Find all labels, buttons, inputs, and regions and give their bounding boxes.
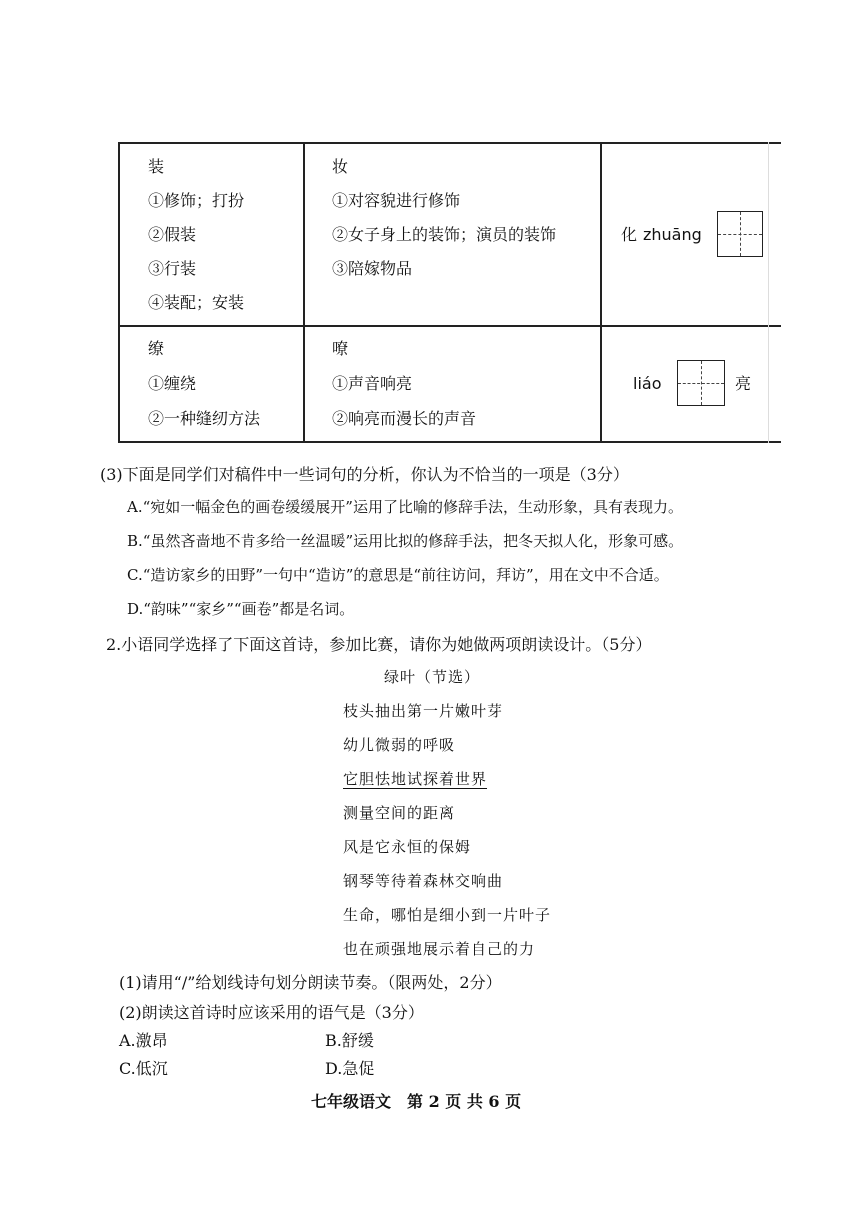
pinyin-zhuang: zhuāng (643, 225, 702, 244)
cell-zhuang-item: ④装配；安装 (148, 293, 245, 312)
q3-option-c: C.“造访家乡的田野”一句中“造访”的意思是“前往访问，拜访”，用在文中不合适。 (127, 566, 669, 584)
cell-liao-item: ①缠绕 (148, 374, 197, 393)
table-col-divider-2 (600, 142, 602, 443)
table-cut-edge (768, 142, 789, 443)
poem-line: 钢琴等待着森林交响曲 (343, 872, 504, 890)
poem-line: 风是它永恒的保姆 (343, 838, 472, 856)
q3-option-a: A.“宛如一幅金色的画卷缓缓展开”运用了比喻的修辞手法，生动形象，具有表现力。 (127, 498, 683, 516)
poem-line: 也在顽强地展示着自己的力 (343, 940, 536, 958)
poem-line: 测量空间的距离 (343, 804, 456, 822)
cell-liao2-item: ②响亮而漫长的声音 (332, 409, 477, 428)
cell-zhuang2-item: ②女子身上的装饰；演员的装饰 (332, 225, 557, 244)
q3-option-d: D.“韵味”“家乡”“画卷”都是名词。 (127, 600, 355, 618)
tian-grid-answer-box[interactable] (717, 211, 763, 257)
cell-zhuang-head: 装 (148, 157, 165, 176)
q2-sub1: (1)请用“/”给划线诗句划分朗读节奏。（限两处，2分） (119, 973, 502, 992)
q2-sub2: (2)朗读这首诗时应该采用的语气是（3分） (119, 1003, 424, 1022)
cell-zhuang-item: ③行装 (148, 259, 197, 278)
fill-suffix-liang: 亮 (735, 374, 752, 393)
page-footer: 七年级语文 第 2 页 共 6 页 (311, 1092, 522, 1111)
table-bottom-border (118, 441, 781, 443)
cell-liao2-head: 嘹 (332, 339, 349, 358)
cell-liao2-item: ①声音响亮 (332, 374, 413, 393)
q3-stem: (3)下面是同学们对稿件中一些词句的分析，你认为不恰当的一项是（3分） (100, 465, 629, 484)
q2-stem: 2.小语同学选择了下面这首诗，参加比赛，请你为她做两项朗读设计。（5分） (106, 635, 652, 654)
cell-liao-item: ②一种缝纫方法 (148, 409, 261, 428)
cell-zhuang2-item: ③陪嫁物品 (332, 259, 413, 278)
cell-zhuang-item: ②假装 (148, 225, 197, 244)
table-left-border (118, 142, 120, 443)
poem-line: 枝头抽出第一片嫩叶芽 (343, 702, 504, 720)
choice-d: D.急促 (325, 1059, 375, 1078)
cell-liao-head: 缭 (148, 339, 165, 358)
table-middle-border (118, 325, 781, 327)
poem-line: 生命，哪怕是细小到一片叶子 (343, 906, 552, 924)
pinyin-liao: liáo (633, 374, 662, 393)
poem-title: 绿叶（节选） (384, 668, 481, 686)
tian-grid-answer-box[interactable] (677, 360, 725, 406)
q3-option-b: B.“虽然吝啬地不肯多给一丝温暖”运用比拟的修辞手法，把冬天拟人化，形象可感。 (127, 532, 684, 550)
poem-line-underlined: 它胆怯地试探着世界 (343, 770, 488, 788)
choice-c: C.低沉 (119, 1059, 168, 1078)
word-definition-table (118, 142, 781, 443)
table-col-divider-1 (303, 142, 305, 443)
fill-prefix-hua: 化 (621, 225, 638, 244)
cell-zhuang2-item: ①对容貌进行修饰 (332, 191, 461, 210)
poem-line: 幼儿微弱的呼吸 (343, 736, 456, 754)
table-top-border (118, 142, 781, 144)
choice-a: A.激昂 (119, 1031, 168, 1050)
cell-zhuang2-head: 妆 (332, 157, 349, 176)
choice-b: B.舒缓 (325, 1031, 374, 1050)
cell-zhuang-item: ①修饰；打扮 (148, 191, 245, 210)
